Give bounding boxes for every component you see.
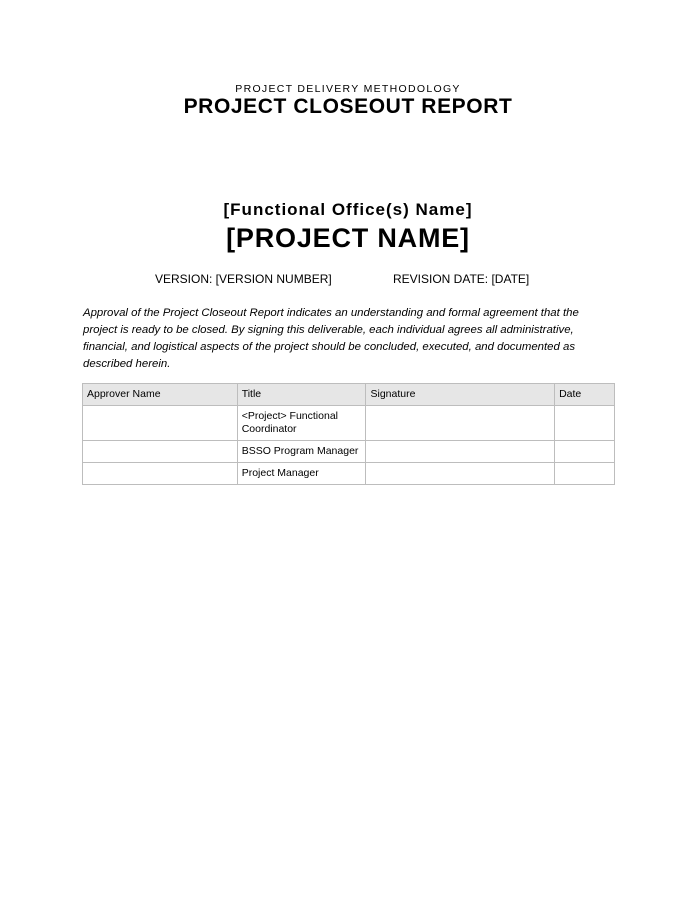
version-label: VERSION: [VERSION NUMBER]	[155, 272, 332, 286]
table-row	[83, 406, 615, 441]
signature-cell[interactable]	[366, 463, 555, 485]
document-title: PROJECT CLOSEOUT REPORT	[183, 95, 513, 118]
date-cell[interactable]	[555, 406, 615, 441]
title-cell: <Project> Functional Coordinator	[237, 406, 366, 441]
approver-name-cell[interactable]	[83, 463, 238, 485]
approver-name-cell[interactable]	[83, 406, 238, 441]
header-date: Date	[555, 384, 615, 406]
approver-name-cell[interactable]	[83, 441, 238, 463]
functional-office-name: [Functional Office(s) Name]	[223, 200, 473, 219]
title-cell: BSSO Program Manager	[237, 441, 366, 463]
approval-table	[82, 383, 615, 485]
header-title: Title	[237, 384, 366, 406]
document-subtitle: PROJECT DELIVERY METHODOLOGY	[235, 83, 461, 95]
signature-cell[interactable]	[366, 441, 555, 463]
signature-cell[interactable]	[366, 406, 555, 441]
approval-statement: Approval of the Project Closeout Report indicates an understanding and formal agreement that the project is ready to be closed. By signing this deliverable, each individual agrees all administrative, financial, and logistical aspects of the project should be concluded, executed, and documented as described herein.	[83, 307, 579, 370]
header-signature: Signature	[366, 384, 555, 406]
table-row	[83, 441, 615, 463]
revision-date-label: REVISION DATE: [DATE]	[393, 272, 530, 286]
header-approver-name: Approver Name	[83, 384, 238, 406]
table-header-row	[83, 384, 615, 406]
date-cell[interactable]	[555, 441, 615, 463]
table-row	[83, 463, 615, 485]
project-name: [PROJECT NAME]	[226, 223, 470, 253]
title-cell: Project Manager	[237, 463, 366, 485]
date-cell[interactable]	[555, 463, 615, 485]
